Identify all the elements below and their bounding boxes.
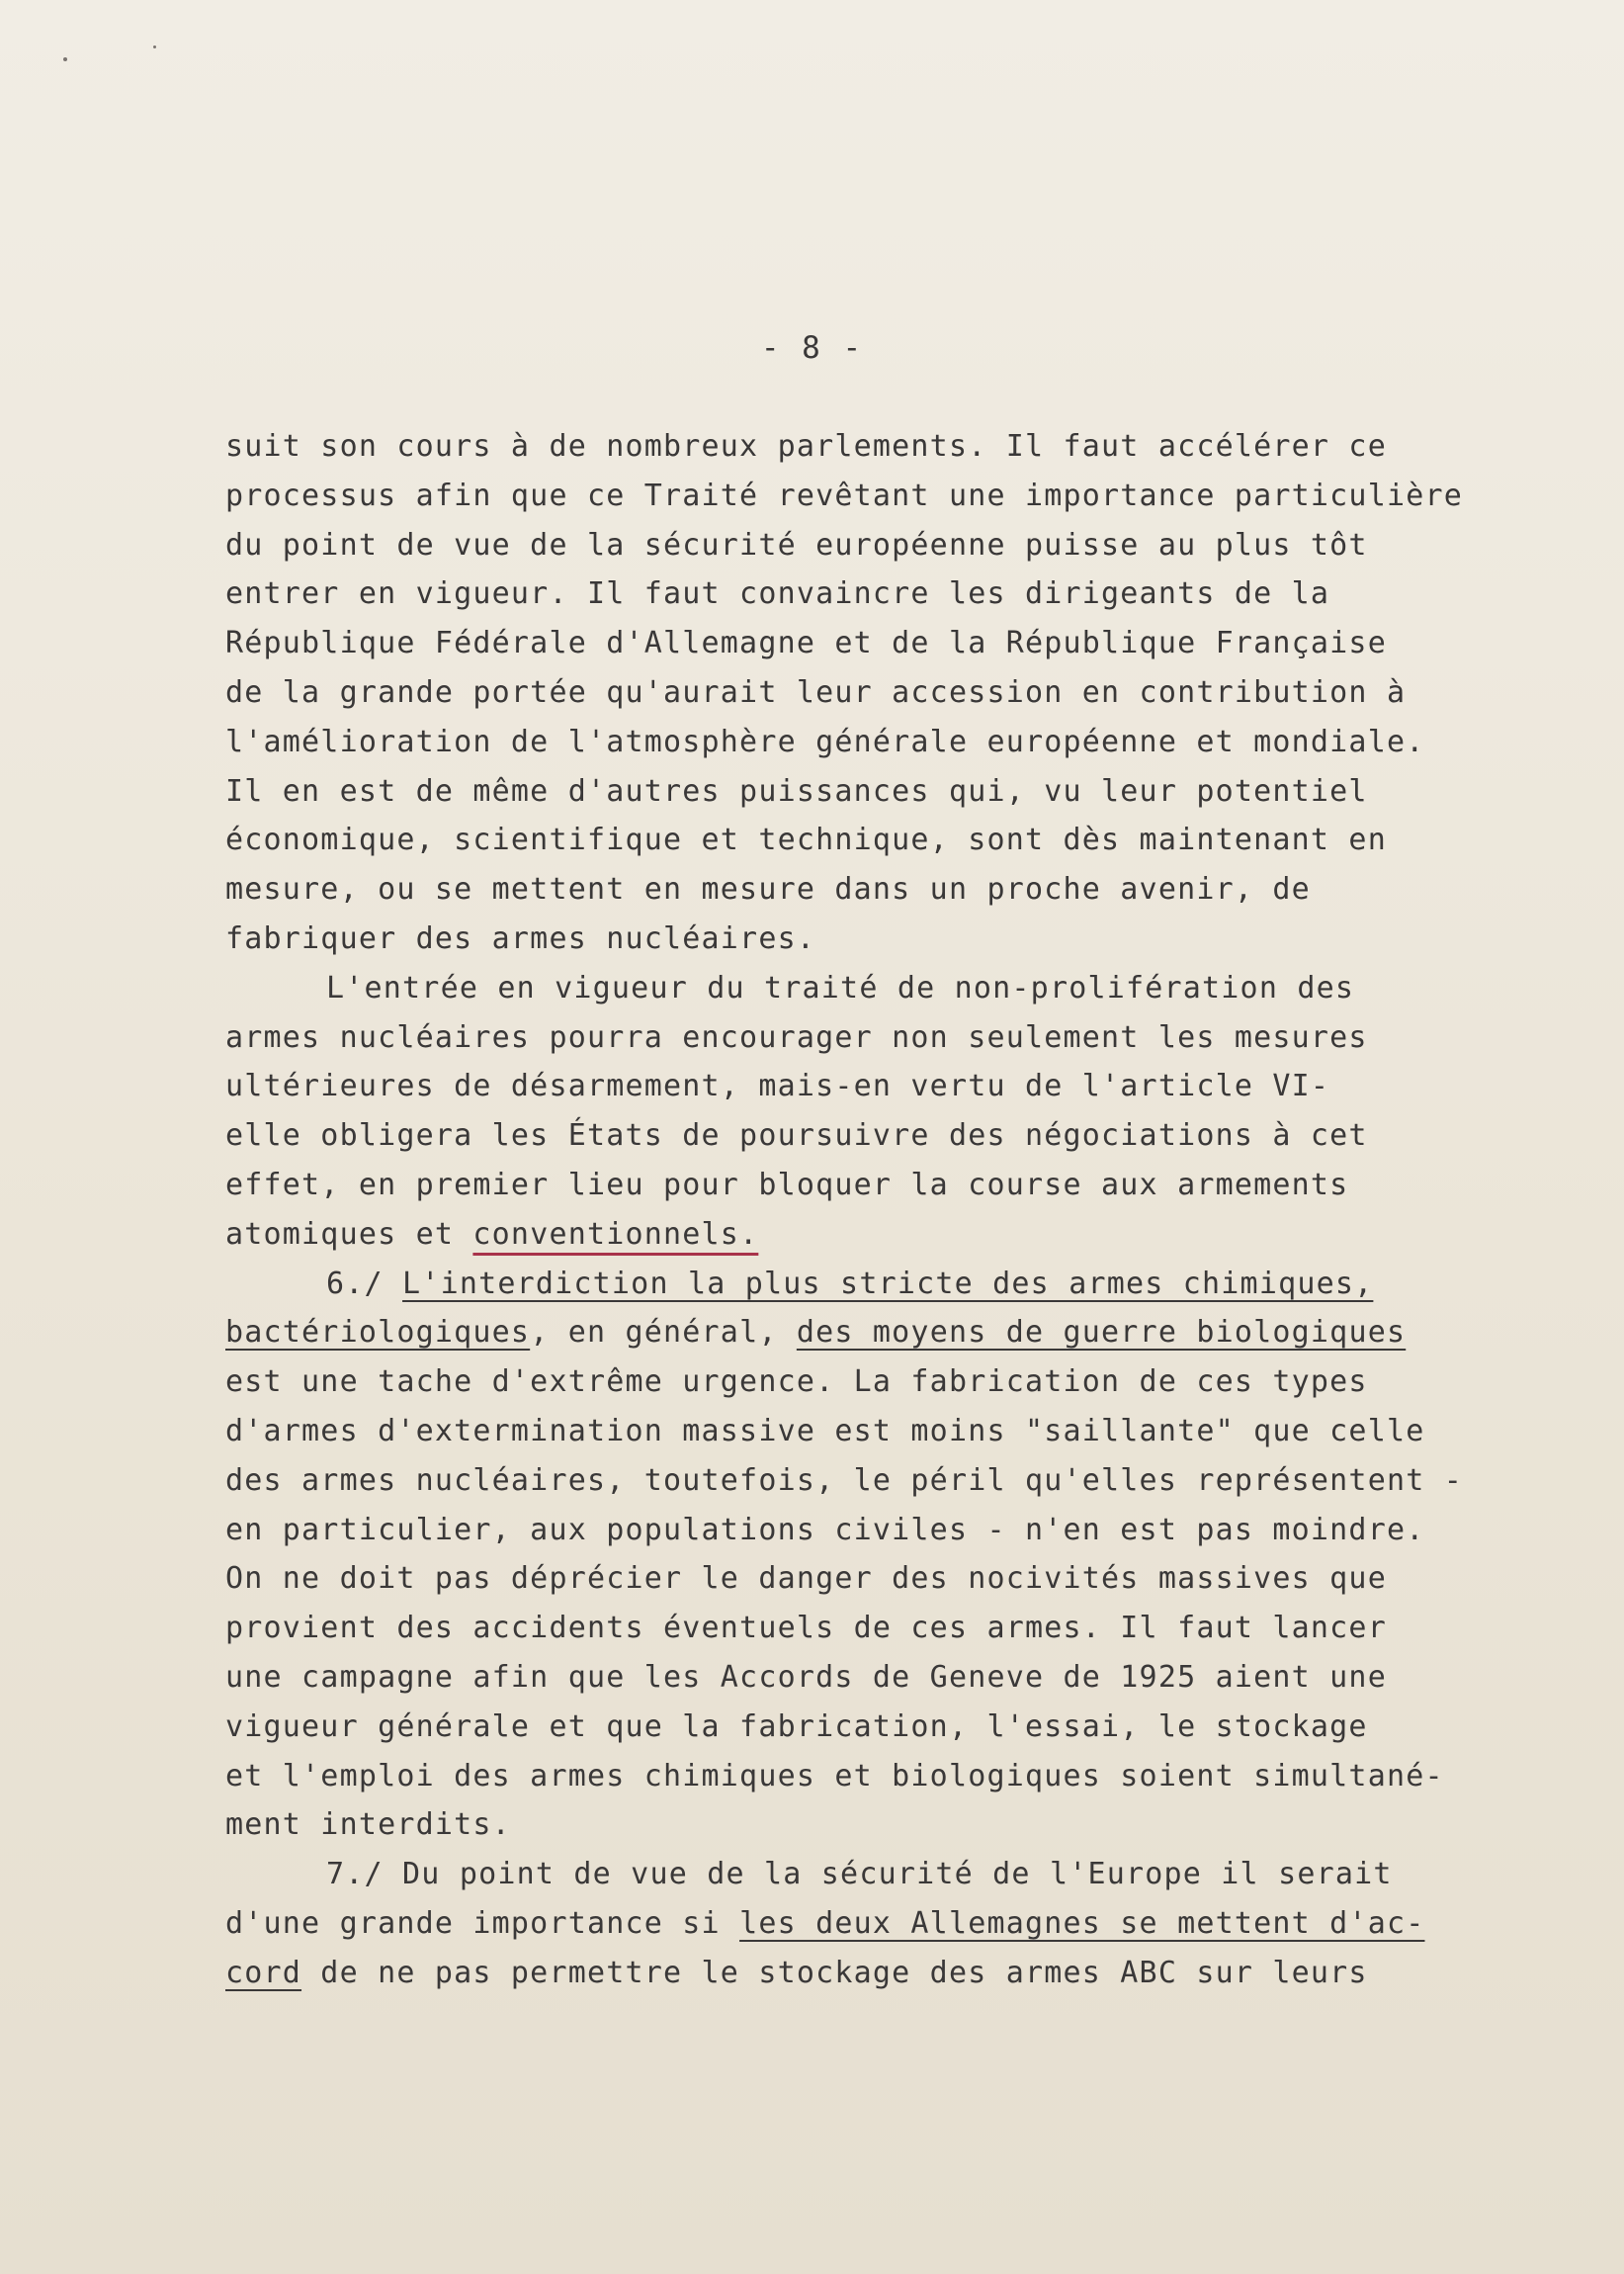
text-run: de ne pas permettre le stockage des armes ABC sur leurs [301,1955,1368,1990]
text-line: L'entrée en vigueur du traité de non-prolifération des [326,970,1355,1006]
paragraph [225,1850,1560,1997]
text-line: est une tache d'extrême urgence. La fabrication de ces types [225,1364,1368,1400]
underlined-text: les deux Allemagnes se mettent d'ac- [739,1905,1425,1941]
text-line: vigueur générale et que la fabrication, l'essai, le stockage [225,1708,1368,1744]
underlined-text: des moyens de guerre biologiques [796,1315,1407,1351]
paragraph [225,1260,1560,1851]
underlined-text: cord [225,1955,302,1990]
text-run: , en général, [530,1315,797,1351]
text-line [225,1899,1560,1949]
text-line: fabriquer des armes nucléaires. [225,920,816,956]
pen-underlined-text: conventionnels. [472,1216,759,1252]
text-line [225,1949,1560,1998]
underlined-text: L'interdiction la plus stricte des armes chimiques, [402,1266,1374,1301]
text-line: entrer en vigueur. Il faut convaincre les dirigeants de la [225,576,1330,612]
text-line: et l'emploi des armes chimiques et biologiques soient simultané- [225,1758,1444,1793]
text-line: de la grande portée qu'aurait leur accession en contribution à [225,674,1407,710]
body-text [225,422,1560,1998]
text-line: d'armes d'extermination massive est moins "saillante" que celle [225,1413,1425,1448]
paper-speck [153,45,156,48]
text-run: d'une grande importance si [225,1905,740,1941]
text-line: armes nucléaires pourra encourager non seulement les mesures [225,1019,1368,1055]
text-line: effet, en premier lieu pour bloquer la course aux armements [225,1167,1349,1202]
paragraph [225,964,1560,1260]
paper-speck [63,57,67,61]
text-line [225,1210,1560,1260]
text-line: Il en est de même d'autres puissances qui, vu leur potentiel [225,773,1368,809]
text-line: l'amélioration de l'atmosphère générale européenne et mondiale. [225,724,1425,759]
text-line [225,1308,1560,1357]
page-number: - 8 - [760,330,864,366]
text-line: du point de vue de la sécurité européenne puisse au plus tôt [225,527,1368,563]
text-line: des armes nucléaires, toutefois, le péril qu'elles représentent - [225,1462,1463,1498]
text-run: 6./ [326,1266,403,1301]
text-line: suit son cours à de nombreux parlements. Il faut accélérer ce [225,429,1387,464]
text-line [225,1260,1560,1309]
text-line: une campagne afin que les Accords de Geneve de 1925 aient une [225,1659,1387,1695]
underlined-text: bactériologiques [225,1315,531,1351]
text-line: République Fédérale d'Allemagne et de la République Française [225,626,1387,661]
paragraph [225,422,1560,964]
text-run: atomiques et [225,1216,473,1252]
text-line: elle obligera les États de poursuivre des négociations à cet [225,1118,1368,1154]
text-line: 7./ Du point de vue de la sécurité de l'Europe il serait [326,1857,1393,1892]
text-line: provient des accidents éventuels de ces armes. Il faut lancer [225,1611,1387,1646]
text-line: économique, scientifique et technique, sont dès maintenant en [225,823,1387,858]
text-line: mesure, ou se mettent en mesure dans un proche avenir, de [225,872,1311,908]
text-line: ultérieures de désarmement, mais-en vertu de l'article VI- [225,1069,1330,1104]
text-line: processus afin que ce Traité revêtant une importance particulière [225,478,1463,513]
text-line: ment interdits. [225,1807,511,1843]
text-line: On ne doit pas déprécier le danger des nocivités massives que [225,1561,1387,1597]
text-line: en particulier, aux populations civiles - n'en est pas moindre. [225,1512,1425,1547]
